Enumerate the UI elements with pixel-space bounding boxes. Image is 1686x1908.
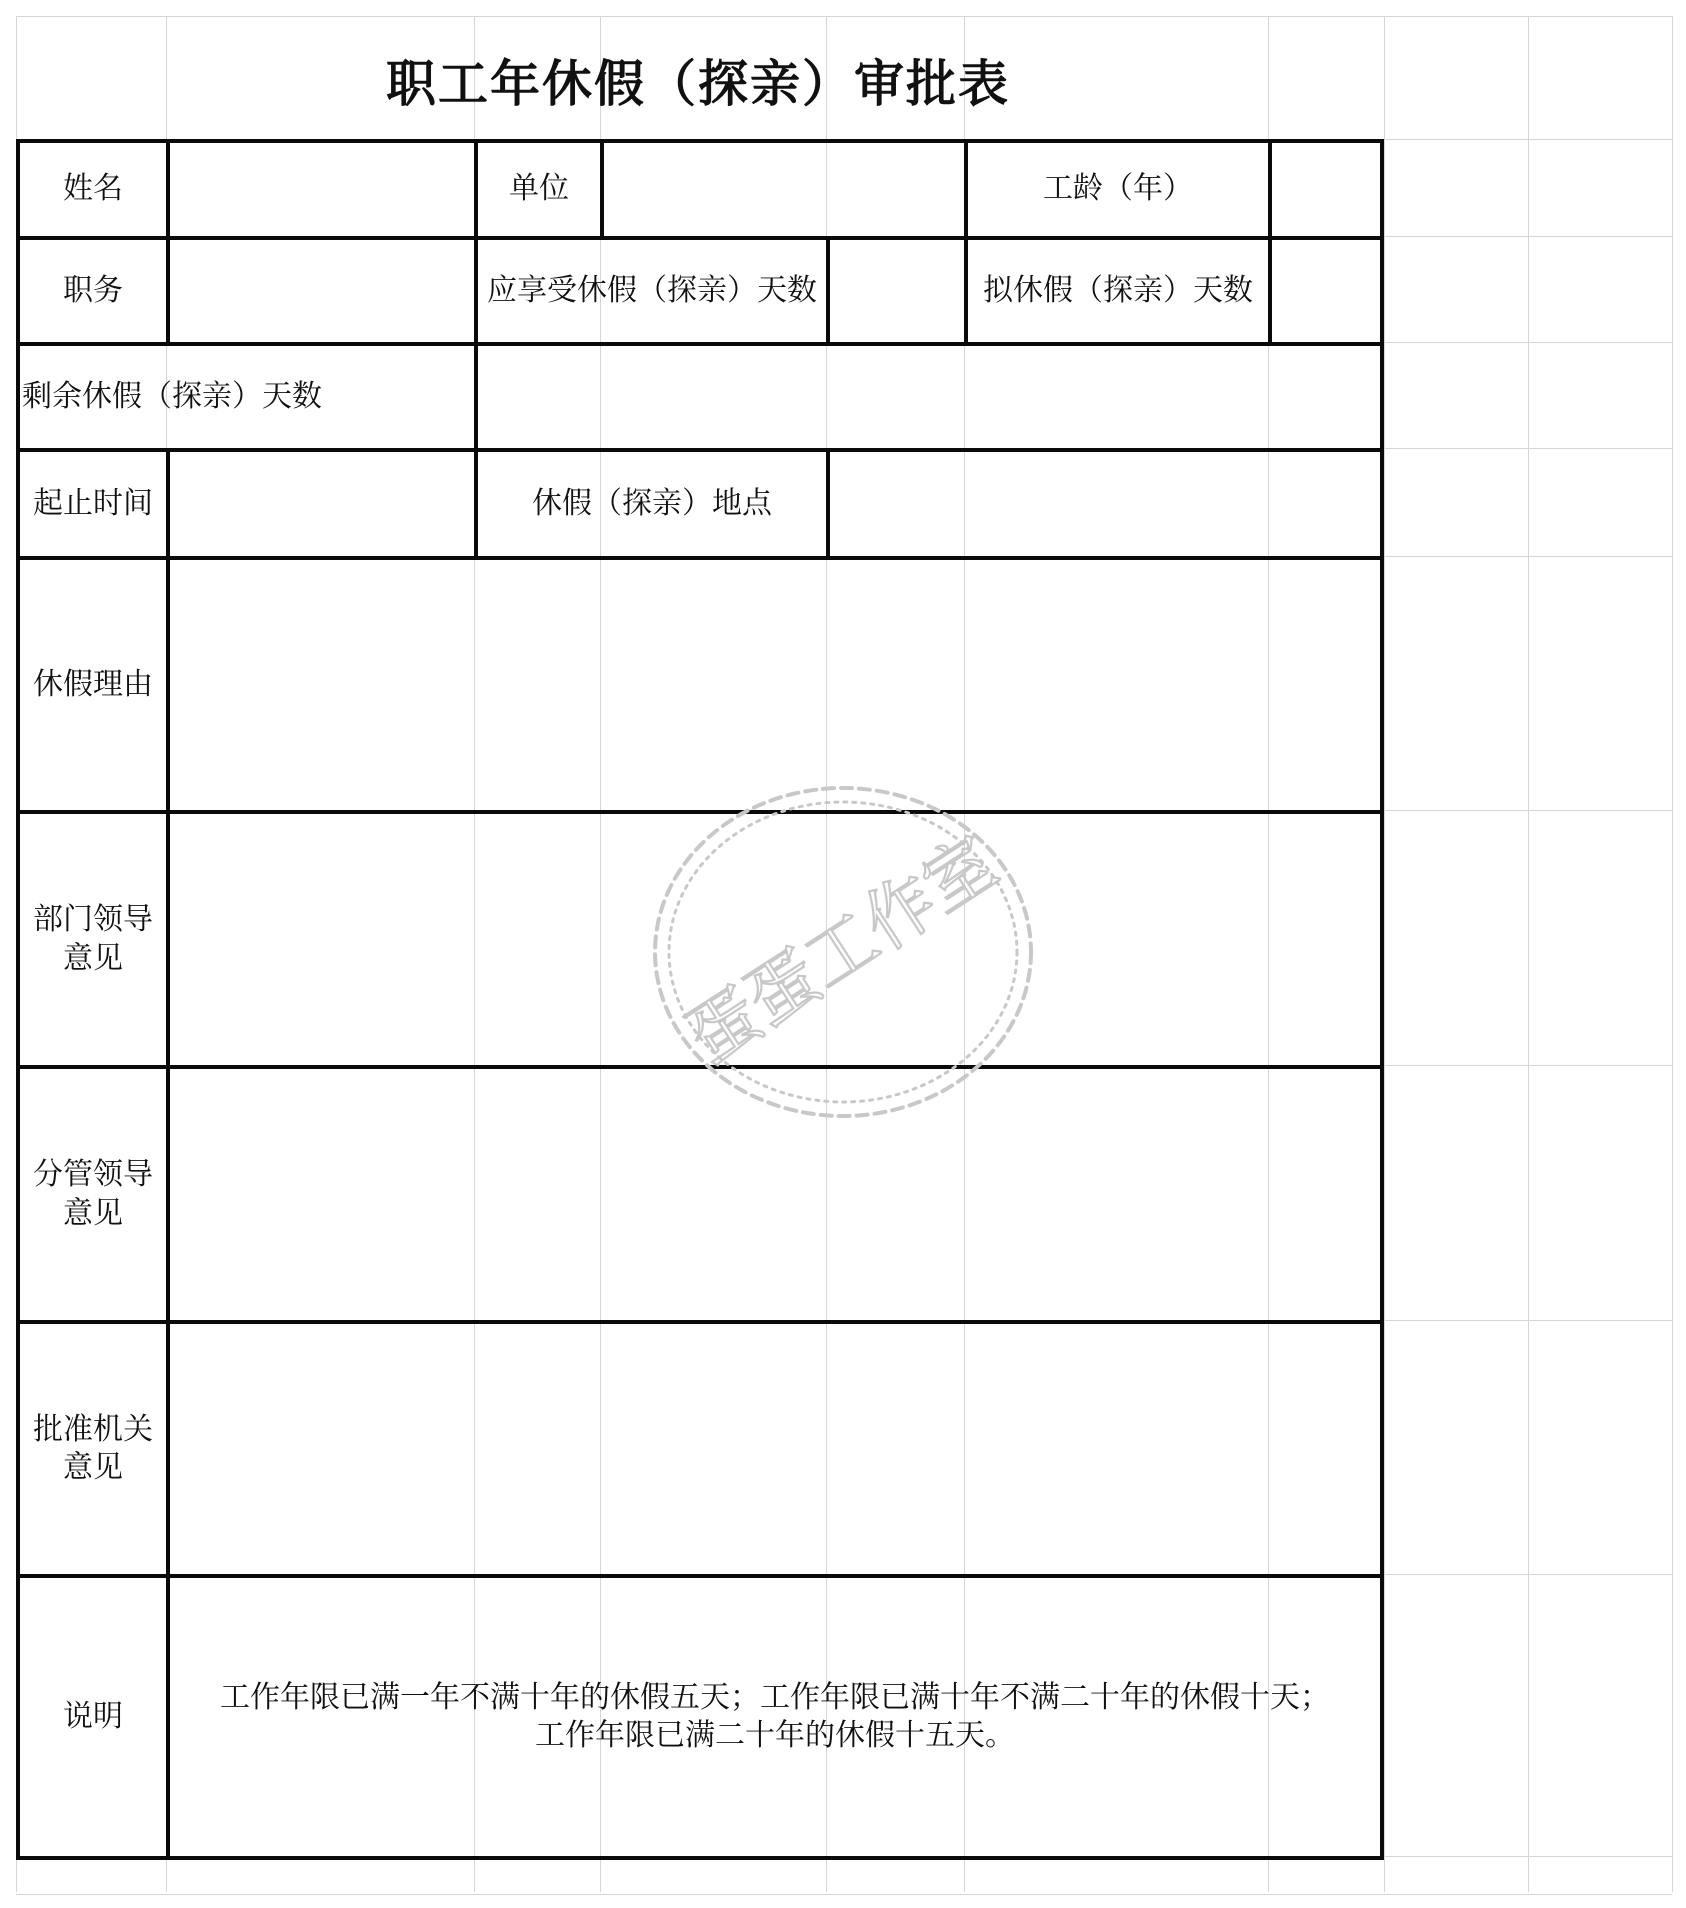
unit-label: 单位 bbox=[474, 139, 604, 240]
gridline bbox=[1384, 1065, 1672, 1066]
location-label: 休假（探亲）地点 bbox=[474, 448, 830, 560]
position-label: 职务 bbox=[16, 236, 170, 346]
seniority-label: 工龄（年） bbox=[964, 139, 1272, 240]
gridline bbox=[1384, 342, 1672, 343]
entitled-days-label: 应享受休假（探亲）天数 bbox=[474, 236, 830, 346]
gridline bbox=[1384, 16, 1385, 1892]
gridline bbox=[1384, 1320, 1672, 1321]
planned-days-label: 拟休假（探亲）天数 bbox=[964, 236, 1272, 346]
period-field[interactable] bbox=[166, 448, 478, 560]
gridline bbox=[1384, 1574, 1672, 1575]
planned-days-field[interactable] bbox=[1268, 236, 1384, 346]
name-field[interactable] bbox=[166, 139, 478, 240]
gridline bbox=[16, 1894, 1672, 1895]
gridline bbox=[1528, 16, 1529, 1892]
approval-authority-opinion-label: 批准机关 意见 bbox=[16, 1320, 170, 1578]
gridline bbox=[1384, 810, 1672, 811]
position-field[interactable] bbox=[166, 236, 478, 346]
watermark-text: 蛋蛋工作室 bbox=[672, 820, 1012, 1081]
name-label: 姓名 bbox=[16, 139, 170, 240]
gridline bbox=[1384, 1856, 1672, 1857]
approval-authority-opinion-field[interactable] bbox=[166, 1320, 1384, 1578]
gridline bbox=[1672, 16, 1673, 1892]
gridline bbox=[1384, 448, 1672, 449]
supervisor-opinion-field[interactable] bbox=[166, 1065, 1384, 1324]
seniority-field[interactable] bbox=[1268, 139, 1384, 240]
gridline bbox=[1384, 236, 1672, 237]
location-field[interactable] bbox=[826, 448, 1384, 560]
gridline bbox=[1384, 139, 1672, 140]
reason-label: 休假理由 bbox=[16, 556, 170, 814]
dept-leader-opinion-field[interactable] bbox=[166, 810, 1384, 1069]
remaining-days-label: 剩余休假（探亲）天数 bbox=[16, 342, 478, 452]
gridline bbox=[1384, 556, 1672, 557]
reason-field[interactable] bbox=[166, 556, 1384, 814]
unit-field[interactable] bbox=[600, 139, 968, 240]
dept-leader-opinion-label: 部门领导 意见 bbox=[16, 810, 170, 1069]
note-label: 说明 bbox=[16, 1574, 170, 1860]
remaining-days-field[interactable] bbox=[474, 342, 1384, 452]
form-title: 职工年休假（探亲）审批表 bbox=[386, 54, 1010, 113]
supervisor-opinion-label: 分管领导 意见 bbox=[16, 1065, 170, 1324]
note-text: 工作年限已满一年不满十年的休假五天；工作年限已满十年不满二十年的休假十天； 工作年限已满二十年的休假十五天。 bbox=[220, 1679, 1330, 1753]
gridline bbox=[16, 16, 1672, 17]
entitled-days-field[interactable] bbox=[826, 236, 968, 346]
note-cell bbox=[166, 1574, 1384, 1860]
period-label: 起止时间 bbox=[16, 448, 170, 560]
